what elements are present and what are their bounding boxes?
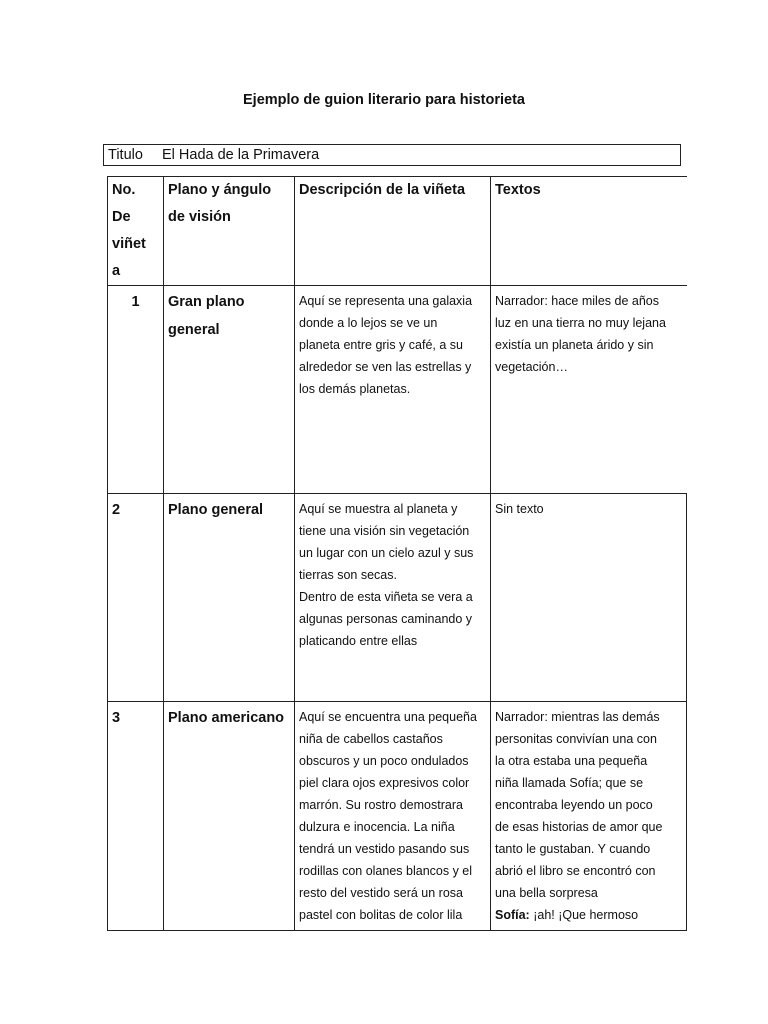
row-plano — [168, 702, 290, 732]
header-number-line: De — [112, 209, 131, 225]
row-description-cell — [295, 702, 491, 931]
row-plano-line: Plano americano — [168, 710, 285, 726]
description-line: Aquí se representa una galaxia — [299, 294, 473, 308]
script-table — [107, 176, 687, 931]
text-line: luz en una tierra no muy lejana — [495, 316, 666, 330]
row-texts — [495, 702, 682, 926]
description-line: tendrá un vestido pasando sus — [299, 842, 470, 856]
text-line: la otra estaba una pequeña — [495, 754, 648, 768]
text-line: personitas convivían una con — [495, 732, 657, 746]
description-line: obscuros y un poco ondulados — [299, 754, 469, 768]
row-texts — [495, 494, 682, 520]
table-row — [108, 494, 687, 702]
header-description — [295, 177, 491, 286]
header-plano-line: de visión — [168, 209, 231, 225]
description-line: Dentro de esta viñeta se vera a — [299, 590, 473, 604]
text-line: de esas historias de amor que — [495, 820, 663, 834]
table-header-row — [108, 177, 687, 286]
text-line: vegetación… — [495, 360, 568, 374]
description-line: resto del vestido será un rosa — [299, 886, 463, 900]
table-row — [108, 702, 687, 931]
row-plano-cell — [164, 702, 295, 931]
row-description — [299, 702, 486, 926]
row-texts-cell — [491, 286, 687, 494]
description-line: platicando entre ellas — [299, 634, 418, 648]
description-line: niña de cabellos castaños — [299, 732, 443, 746]
description-line: rodillas con olanes blancos y el — [299, 864, 473, 878]
description-line: algunas personas caminando y — [299, 612, 473, 626]
text-line: existía un planeta árido y sin — [495, 338, 654, 352]
title-label: Titulo — [108, 147, 143, 163]
table-row — [108, 286, 687, 494]
row-description-cell — [295, 286, 491, 494]
row-number: 3 — [112, 710, 121, 726]
header-plano — [164, 177, 295, 286]
text-line: Narrador: mientras las demás — [495, 710, 660, 724]
row-description-cell — [295, 494, 491, 702]
text-line: abrió el libro se encontró con — [495, 864, 656, 878]
description-line: piel clara ojos expresivos color — [299, 776, 470, 790]
row-plano-cell — [164, 286, 295, 494]
header-plano-line: Plano y ángulo — [168, 182, 272, 198]
header-texts — [491, 177, 687, 286]
dialogue-line — [495, 904, 682, 926]
row-texts-cell — [491, 702, 687, 931]
description-line: marrón. Su rostro demostrara — [299, 798, 463, 812]
row-description — [299, 494, 486, 652]
header-number — [108, 177, 164, 286]
row-number: 1 — [131, 294, 140, 310]
header-number-line: No. — [112, 182, 136, 198]
description-line: alrededor se ven las estrellas y — [299, 360, 472, 374]
description-line: dulzura e inocencia. La niña — [299, 820, 455, 834]
text-line: encontraba leyendo un poco — [495, 798, 653, 812]
speaker-text: ¡ah! ¡Que hermoso — [529, 908, 639, 922]
row-plano-line: Plano general — [168, 502, 264, 518]
header-number-line: a — [112, 263, 121, 279]
row-number-cell — [108, 286, 164, 494]
row-description — [299, 286, 486, 400]
title-value: El Hada de la Primavera — [162, 147, 320, 163]
row-plano — [168, 494, 290, 524]
speaker-name: Sofía: — [495, 908, 530, 922]
description-line: tiene una visión sin vegetación — [299, 524, 470, 538]
text-line: tanto le gustaban. Y cuando — [495, 842, 651, 856]
title-row — [103, 144, 681, 166]
document-heading: Ejemplo de guion literario para historieta — [243, 92, 525, 108]
row-plano-cell — [164, 494, 295, 702]
description-line: los demás planetas. — [299, 382, 411, 396]
header-description-label: Descripción de la viñeta — [299, 182, 466, 198]
description-line: planeta entre gris y café, a su — [299, 338, 463, 352]
row-number-cell — [108, 494, 164, 702]
description-line: Aquí se encuentra una pequeña — [299, 710, 477, 724]
description-line: pastel con bolitas de color lila — [299, 908, 463, 922]
row-number: 2 — [112, 502, 121, 518]
header-texts-label: Textos — [495, 182, 541, 198]
row-texts-cell — [491, 494, 687, 702]
description-line: tierras son secas. — [299, 568, 397, 582]
row-number-cell — [108, 702, 164, 931]
row-plano-line: general — [168, 322, 220, 338]
text-line: Sin texto — [495, 502, 544, 516]
row-plano-line: Gran plano — [168, 294, 245, 310]
description-line: Aquí se muestra al planeta y — [299, 502, 458, 516]
text-line: una bella sorpresa — [495, 886, 598, 900]
description-line: donde a lo lejos se ve un — [299, 316, 438, 330]
header-number-line: viñet — [112, 236, 146, 252]
row-plano — [168, 286, 290, 344]
row-texts — [495, 286, 683, 378]
text-line: Narrador: hace miles de años — [495, 294, 659, 308]
text-line: niña llamada Sofía; que se — [495, 776, 644, 790]
description-line: un lugar con un cielo azul y sus — [299, 546, 474, 560]
